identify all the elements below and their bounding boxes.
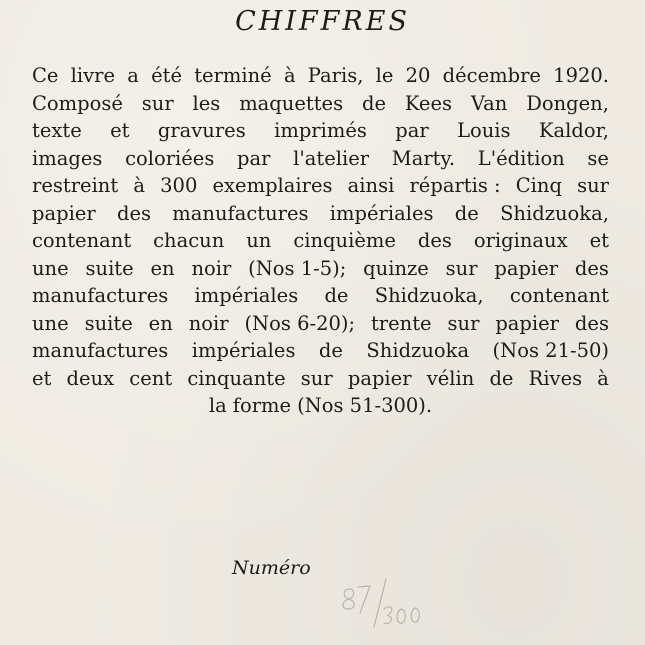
word: manufactures <box>32 339 169 362</box>
word: répartis : <box>409 174 501 197</box>
word: manufactures <box>32 284 169 307</box>
word: trente <box>370 311 432 335</box>
word: imprimés <box>274 119 367 142</box>
word: Kaldor, <box>538 119 609 142</box>
word: en <box>148 311 173 335</box>
word: Shidzuoka, <box>374 284 484 307</box>
word: à <box>597 366 609 390</box>
word: des <box>116 201 151 225</box>
word: et <box>110 119 130 142</box>
text-line <box>32 337 609 365</box>
word: papier <box>32 201 96 225</box>
word: gravures <box>157 119 246 142</box>
word: à <box>133 174 145 197</box>
word: décembre <box>442 64 541 87</box>
word: noir <box>191 256 232 280</box>
text-line <box>32 392 609 420</box>
word: sur <box>447 311 480 335</box>
word: coloriées <box>125 146 215 170</box>
colophon-text <box>32 62 609 420</box>
word: des <box>417 229 452 252</box>
word: par <box>237 146 271 170</box>
text-line <box>32 172 609 200</box>
word: originaux <box>473 229 568 252</box>
word: Van <box>470 91 508 115</box>
word: cinquante <box>187 366 286 390</box>
word: texte <box>32 119 82 142</box>
word: 1920. <box>553 64 609 87</box>
word: sur <box>577 174 609 197</box>
word: a <box>127 64 139 87</box>
word: restreint <box>32 174 119 197</box>
text-line <box>32 117 609 145</box>
word: contenant <box>32 229 132 252</box>
word: Kees <box>404 91 452 115</box>
word: de <box>318 339 343 362</box>
word: et <box>32 366 52 390</box>
word: chacun <box>153 229 225 252</box>
word: impériales <box>329 201 434 225</box>
word: Louis <box>457 119 511 142</box>
text-line <box>32 255 609 283</box>
word: 20 <box>405 64 431 87</box>
word: Rives <box>528 366 583 390</box>
word: Paris, <box>307 64 364 87</box>
word: les <box>192 91 221 115</box>
word: ainsi <box>347 174 395 197</box>
text-line <box>32 310 609 338</box>
word: manufactures <box>172 201 309 225</box>
word: L'édition <box>477 146 565 170</box>
text-line <box>32 365 609 393</box>
word: (Nos 1-5); <box>248 256 347 280</box>
word: suite <box>85 256 134 280</box>
word: vélin <box>426 366 475 390</box>
word: maquettes <box>239 91 344 115</box>
word: 300 <box>160 174 198 197</box>
word: et <box>589 229 609 252</box>
word: des <box>574 311 609 335</box>
word: quinze <box>363 256 429 280</box>
word: sur <box>300 366 333 390</box>
word: terminé <box>194 64 272 87</box>
word: (Nos 51-300). <box>297 394 433 417</box>
text-line <box>32 62 609 90</box>
word: de <box>489 366 514 390</box>
word: noir <box>188 311 229 335</box>
word: papier <box>494 256 559 280</box>
word: (Nos 21-50) <box>492 339 609 362</box>
text-line <box>32 90 609 118</box>
word: sur <box>141 91 174 115</box>
word: Shidzuoka <box>366 339 470 362</box>
word: un <box>246 229 272 252</box>
numero-label: Numéro <box>232 557 311 579</box>
text-line <box>32 227 609 255</box>
word: suite <box>84 311 133 335</box>
word: le <box>375 64 394 87</box>
word: livre <box>70 64 116 87</box>
word: été <box>151 64 182 87</box>
word: une <box>32 311 69 335</box>
word: Marty. <box>391 146 456 170</box>
word: cent <box>129 366 173 390</box>
word: impériales <box>191 339 296 362</box>
word: par <box>395 119 429 142</box>
word: Ce <box>32 64 59 87</box>
word: de <box>324 284 349 307</box>
word: images <box>32 146 103 170</box>
word: une <box>32 256 69 280</box>
word: papier <box>347 366 412 390</box>
word: deux <box>66 366 115 390</box>
word: (Nos 6-20); <box>244 311 356 335</box>
word: se <box>587 146 609 170</box>
word: de <box>454 201 479 225</box>
word: des <box>574 256 609 280</box>
word: Shidzuoka, <box>500 201 609 225</box>
word: papier <box>495 311 560 335</box>
text-line <box>32 282 609 310</box>
text-line <box>32 200 609 228</box>
word: en <box>150 256 175 280</box>
word: impériales <box>194 284 299 307</box>
word: cinquième <box>293 229 396 252</box>
word: sur <box>445 256 478 280</box>
word: Composé <box>32 91 123 115</box>
word: exemplaires <box>212 174 333 197</box>
page-title: CHIFFRES <box>235 6 410 37</box>
word: Cinq <box>515 174 562 197</box>
word: Dongen, <box>526 91 609 115</box>
text-line <box>32 145 609 173</box>
word: forme <box>232 394 292 417</box>
word: contenant <box>509 284 609 307</box>
word: à <box>283 64 296 87</box>
word: l'atelier <box>293 146 370 170</box>
handwritten-edition-number <box>334 575 430 631</box>
word: de <box>361 91 386 115</box>
word: la <box>208 394 227 417</box>
